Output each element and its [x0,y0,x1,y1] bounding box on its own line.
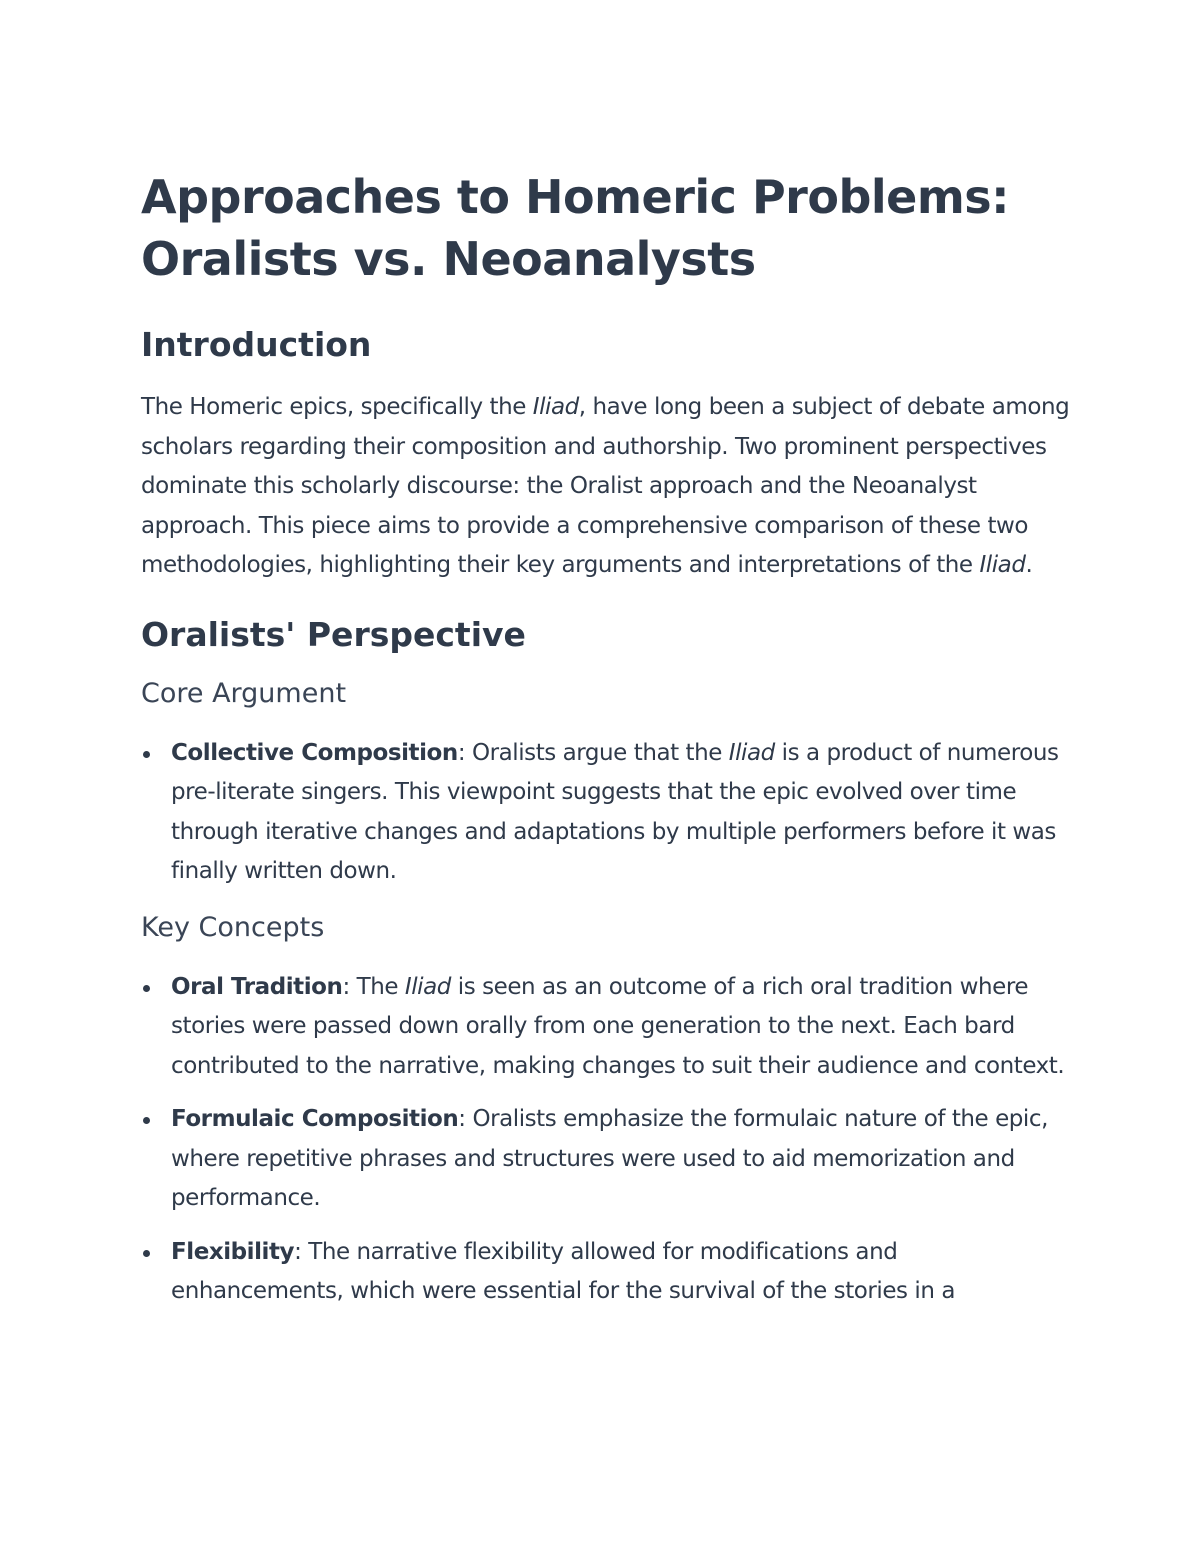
oralists-heading: Oralists' Perspective [141,614,526,654]
key-concepts-list [141,968,1071,1312]
intro-text-2: , have long been a subject of debate among scholars regarding their composition and authorship. Two prominent perspectives dominate this scholarly discourse: the Oralist approach and the Neoanalyst approach. This piece aims to provide a comprehensive comparison of these two methodologies, highlighting their key arguments and interpretations of the [141,394,1070,578]
key-concepts-heading: Key Concepts [141,911,325,943]
list-item [141,734,1071,892]
list-item-text-before: The [356,973,405,1000]
list-item-sep: : [294,1238,309,1265]
bullet-icon [143,751,150,758]
intro-text-1: The Homeric epics, specifically the [141,394,533,420]
list-item-sep: : [342,973,357,1000]
bullet-icon [143,1117,150,1124]
intro-italic-iliad-2: Iliad [979,552,1026,578]
list-item-term: Oral Tradition [171,973,343,1000]
document-title [141,166,1071,290]
list-item [141,968,1071,1087]
list-item-term: Formulaic Composition [171,1106,459,1132]
list-item-term: Flexibility [171,1238,295,1265]
core-argument-heading: Core Argument [141,677,347,709]
intro-text-3: . [1025,552,1033,578]
list-item-text-before: Oralists emphasize the formulaic nature of the epic, where repetitive phrases and structures were used to aid memorization and performance. [171,1106,1048,1211]
list-item-italic: Iliad [728,739,775,766]
bullet-icon [143,1250,150,1257]
list-item-text-after: is seen as an outcome of a rich oral tradition where stories were passed down orally from one generation to the next. Each bard contributed to the narrative, making changes to suit their audience and context. [171,973,1065,1079]
introduction-paragraph [141,388,1071,586]
list-item [141,1233,1071,1312]
list-item-italic: Iliad [404,973,451,1000]
introduction-heading: Introduction [141,325,372,364]
list-item-text-before: Oralists argue that the [471,739,729,766]
list-item-text-before: The narrative flexibility allowed for modifications and enhancements, which were essential for the survival of the stories in a [171,1238,955,1304]
document-page [141,166,1071,1326]
list-item [141,1100,1071,1219]
title-line-1: Approaches to Homeric Problems: [141,170,1010,224]
list-item-term: Collective Composition [171,739,458,766]
core-argument-list [141,734,1071,892]
list-item-sep: : [458,1106,473,1132]
title-line-2: Oralists vs. Neoanalysts [141,232,756,286]
intro-italic-iliad-1: Iliad [532,394,579,420]
list-item-sep: : [457,739,472,766]
list-item-text-after: is a product of numerous pre-literate singers. This viewpoint suggests that the epic evolved over time through iterative changes and adaptations by multiple performers before it was finally written down. [171,739,1059,884]
bullet-icon [143,985,150,992]
